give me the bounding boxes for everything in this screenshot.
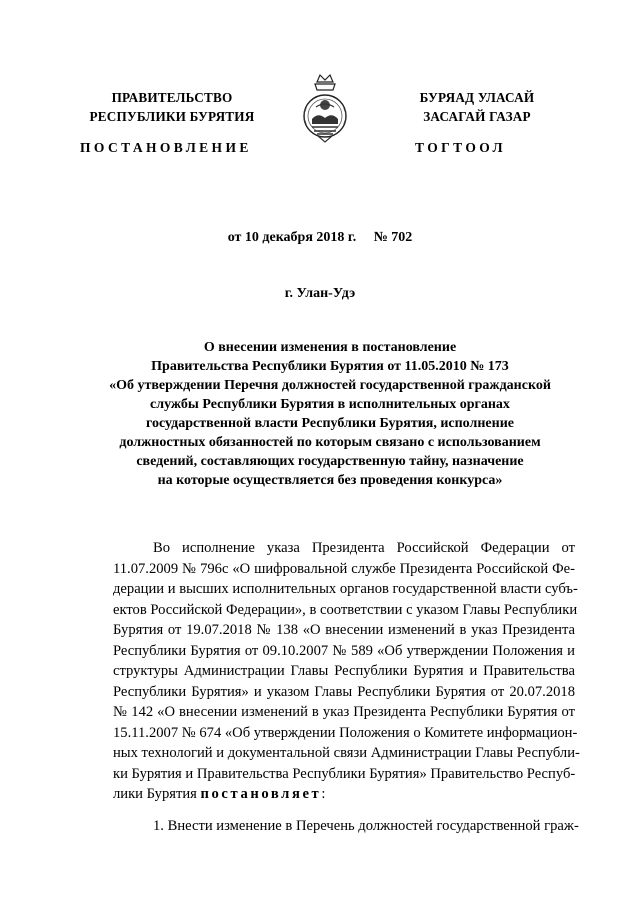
body-line: структуры Администрации Главы Республики Бурятия и Правительства [113,663,575,679]
header-right [382,88,572,126]
title-line: должностных обязанностей по которым связано с использованием [119,435,541,450]
body-line: 11.07.2009 № 796с «О шифровальной службе Президента Российской Фе- [113,560,575,577]
title-line: сведений, составляющих государственную тайну, назначение [136,454,524,469]
body-line: Республики Бурятия от 09.10.2007 № 589 «Об утверждении Положения и [113,642,575,659]
body-line: дерации и высших исполнительных органов государственной власти субъ- [113,581,578,597]
preamble-paragraph [113,538,580,805]
city: г. Улан-Удэ [284,286,356,301]
title-line: государственной власти Республики Бурятия, исполнение [146,416,514,431]
last-line-suffix: : [321,786,326,802]
document-type-bua: ТОГТООЛ [415,140,506,155]
body-line: Республики Бурятия» и указом Главы Республики Бурятия от 20.07.2018 [113,683,575,700]
document-type-ru: ПОСТАНОВЛЕНИЕ [80,140,252,155]
body-line-last [113,784,575,805]
header-left-line-2: РЕСПУБЛИКИ БУРЯТИЯ [89,109,255,124]
header-left [62,88,282,126]
body-line: ки Бурятия и Правительства Республики Бурятия» Правительство Респуб- [113,765,576,782]
coat-of-arms-icon [300,72,350,146]
body-line: ных технологий и документальной связи Администрации Главы Республи- [113,745,580,761]
last-line-prefix: лики Бурятия [113,786,201,802]
title-line: на которые осуществляется без проведения конкурса» [157,473,503,488]
body-line: 15.11.2007 № 674 «Об утверждении Положения о Комитете информацион- [113,724,578,741]
body-line: Бурятия от 19.07.2018 № 138 «О внесении изменений в указ Президента [113,622,575,638]
header-left-line-1: ПРАВИТЕЛЬСТВО [111,90,233,105]
title-line: О внесении изменения в постановление [203,340,457,355]
document-title [60,338,600,490]
header-right-line-2: ЗАСАГАЙ ГАЗАР [423,109,531,124]
date-and-number: от 10 декабря 2018 г. № 702 [227,230,413,245]
clause-1: 1. Внести изменение в Перечень должностей государственной граж- [153,818,579,834]
title-line: Правительства Республики Бурятия от 11.05.2010 № 173 [151,359,509,374]
body-line: № 142 «О внесении изменений в указ Президента Республики Бурятия от [113,704,575,720]
title-line: «Об утверждении Перечня должностей государственной гражданской [109,378,551,393]
resolves-word: постановляет [200,786,322,802]
title-line: службы Республики Бурятия в исполнительных органах [150,397,510,412]
body-line: ектов Российской Федерации», в соответствии с указом Главы Республики [113,601,578,618]
header-right-line-1: БУРЯАД УЛАСАЙ [419,90,535,105]
body-line: Во исполнение указа Президента Российской Федерации от [153,540,575,556]
